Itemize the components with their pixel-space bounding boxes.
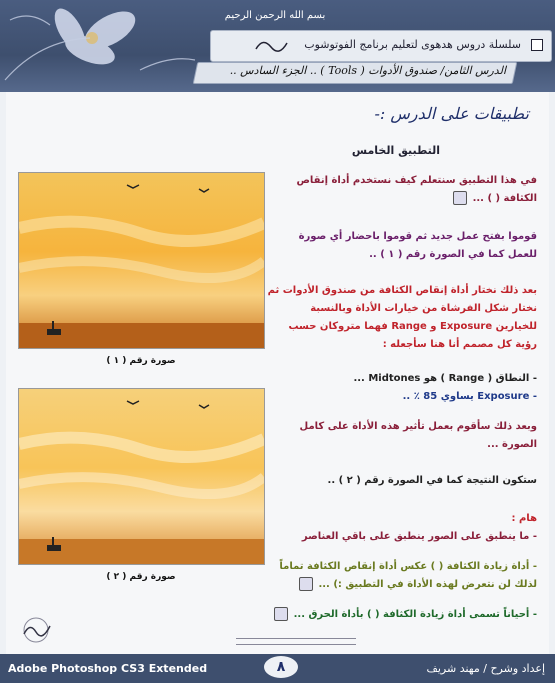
sunset-photo-result-icon (19, 389, 264, 564)
important-heading: هام : (511, 513, 537, 524)
sunset-image-1 (18, 172, 265, 349)
paragraph-intro (267, 172, 537, 208)
footer-author: إعداد وشرح / مهند شريف (426, 662, 545, 675)
footer (0, 654, 555, 683)
image1-caption: صورة رقم ( ١ ) (106, 356, 176, 366)
intro-text: في هذا التطبيق سنتعلم كيف نستخدم أداة إنقاص الكثافة ( ) ... (296, 175, 537, 204)
image2-caption: صورة رقم ( ٢ ) (106, 572, 176, 582)
dodge-tool-icon (299, 577, 313, 591)
paragraph-range: - النطاق ( Range ) هو Midtones ... (353, 373, 537, 384)
burn-tool-icon (453, 191, 467, 205)
divider (236, 638, 356, 639)
paragraph-dodge-opposite (267, 558, 537, 594)
page-number: ٨ (262, 654, 300, 680)
lesson-title: الدرس الثامن/ صندوق الأدوات ( Tools ) .. الجزء السادس .. (229, 64, 506, 77)
paragraph-select-tool: بعد ذلك نختار أداة إنقاص الكثافة من صندوق الأدوات ثم نختار شكل الفرشاة من خيارات الأداة وبالنسبة للخيارين Exposure و Range فهما متروكان حسب رؤية كل مصمم أنا هنا سأجعله : (267, 285, 537, 350)
paragraph-apply-effect: وبعد ذلك سأقوم بعمل تأثير هذه الأداة على كامل الصورة ... (299, 421, 537, 450)
paragraph-open-image: قوموا بفتح عمل جديد ثم قوموا باحضار أي صورة للعمل كما في الصورة رقم ( ١ ) .. (298, 231, 537, 260)
dodge-text: - أداة زيادة الكثافة ( ) عكس أداة إنقاص الكثافة تماماً لذلك لن نتعرض لهذه الأداة في التطبيق :) ... (279, 561, 537, 590)
header (0, 0, 555, 92)
sunset-photo-icon (19, 173, 264, 348)
checkbox-square-icon (531, 39, 543, 51)
burn-name-text: - أحياناً تسمى أداة زيادة الكثافة ( ) بأداة الحرق ... (293, 609, 537, 620)
section-title: تطبيقات على الدرس :- (374, 104, 529, 123)
signature-icon (14, 616, 58, 644)
basmala: بسم الله الرحمن الرحيم (224, 10, 326, 21)
burn-tool-icon-2 (274, 607, 288, 621)
footer-software: Adobe Photoshop CS3 Extended (8, 662, 208, 675)
paragraph-result: ستكون النتيجة كما في الصورة رقم ( ٢ ) .. (327, 475, 537, 486)
sunset-image-2 (18, 388, 265, 565)
paragraph-elements: - ما ينطبق على الصور ينطبق على باقي العناصر (301, 531, 537, 542)
series-banner (210, 30, 552, 62)
application-title: التطبيق الخامس (351, 144, 441, 157)
paragraph-exposure: - Exposure يساوي 85 ٪ .. (402, 391, 537, 402)
signature-logo-icon (253, 35, 293, 55)
content-area (6, 92, 549, 654)
paragraph-burn-name (267, 606, 537, 624)
divider (236, 644, 356, 645)
flower-decoration-icon (0, 0, 200, 92)
series-title: سلسلة دروس هدهوى لتعليم برنامج الفوتوشوب (304, 38, 521, 51)
